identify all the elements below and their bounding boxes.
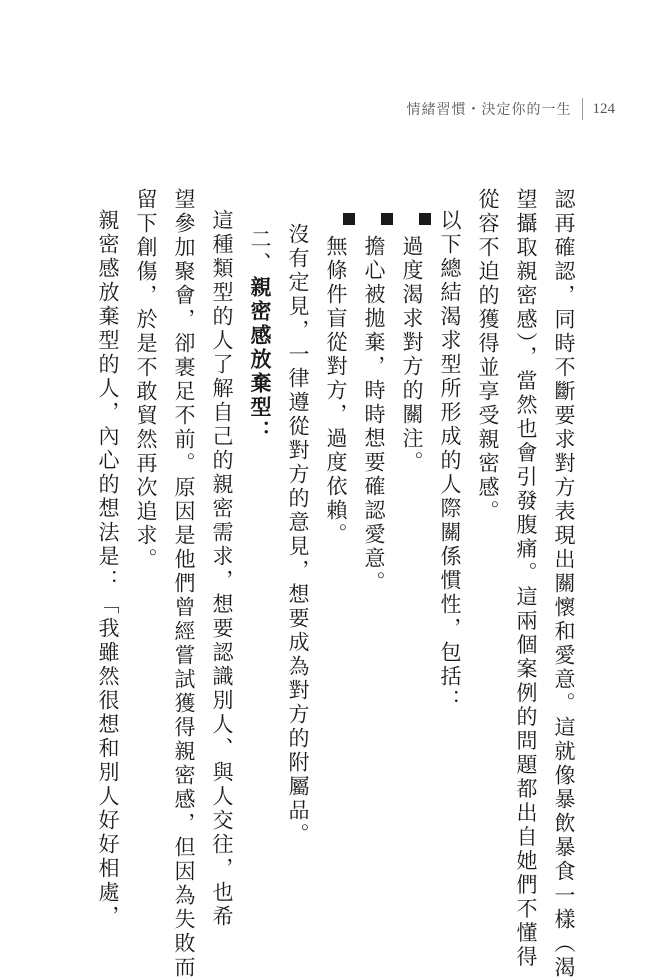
bullet-text: 沒有定見，一律遵從對方的意見，想要成為對方的附屬品。 bbox=[286, 223, 310, 847]
running-header bbox=[407, 98, 616, 120]
text-line: 留下創傷，於是不敢貿然再次追求。 bbox=[134, 188, 158, 572]
square-bullet-icon bbox=[343, 213, 355, 225]
bullet-item bbox=[317, 188, 355, 838]
bullet-item bbox=[355, 188, 393, 838]
text-line: 望參加聚會，卻裹足不前。原因是他們曾經嘗試獲得親密感，但因為失敗而 bbox=[172, 188, 196, 980]
bullet-item bbox=[279, 188, 317, 847]
bullet-item bbox=[393, 188, 431, 838]
text-line: 從容不迫的獲得並享受親密感。 bbox=[476, 188, 500, 524]
text-line: 望攝取親密感），當然也會引發腹痛。這兩個案例的問題都出自她們不懂得 bbox=[514, 188, 538, 970]
section-title: 親密感放棄型： bbox=[248, 276, 273, 444]
text-line: 這種類型的人了解自己的親密需求，想要認識別人、與人交往，也希 bbox=[210, 209, 234, 929]
text-line: 以下總結渴求型所形成的人際關係慣性，包括： bbox=[438, 209, 462, 713]
text-line: 認再確認，同時不斷要求對方表現出關懷和愛意。這就像暴飲暴食一樣（渴 bbox=[552, 188, 576, 980]
section-number: 二、 bbox=[248, 228, 272, 276]
text-line: 親密感放棄型的人，內心的想法是：「我雖然很想和別人好好相處， bbox=[96, 209, 120, 929]
bullet-text: 過度渴求對方的關注。 bbox=[400, 235, 424, 475]
page-number: 124 bbox=[592, 100, 615, 117]
book-title: 情緒習慣・決定你的一生 bbox=[406, 102, 572, 118]
section-heading bbox=[241, 188, 279, 838]
square-bullet-icon bbox=[381, 213, 393, 225]
bullet-text: 無條件盲從對方，過度依賴。 bbox=[324, 235, 348, 547]
square-bullet-icon bbox=[419, 213, 431, 225]
header-divider bbox=[582, 98, 583, 120]
vertical-text-body bbox=[89, 188, 583, 980]
bullet-text: 擔心被拋棄，時時想要確認愛意。 bbox=[362, 235, 386, 595]
